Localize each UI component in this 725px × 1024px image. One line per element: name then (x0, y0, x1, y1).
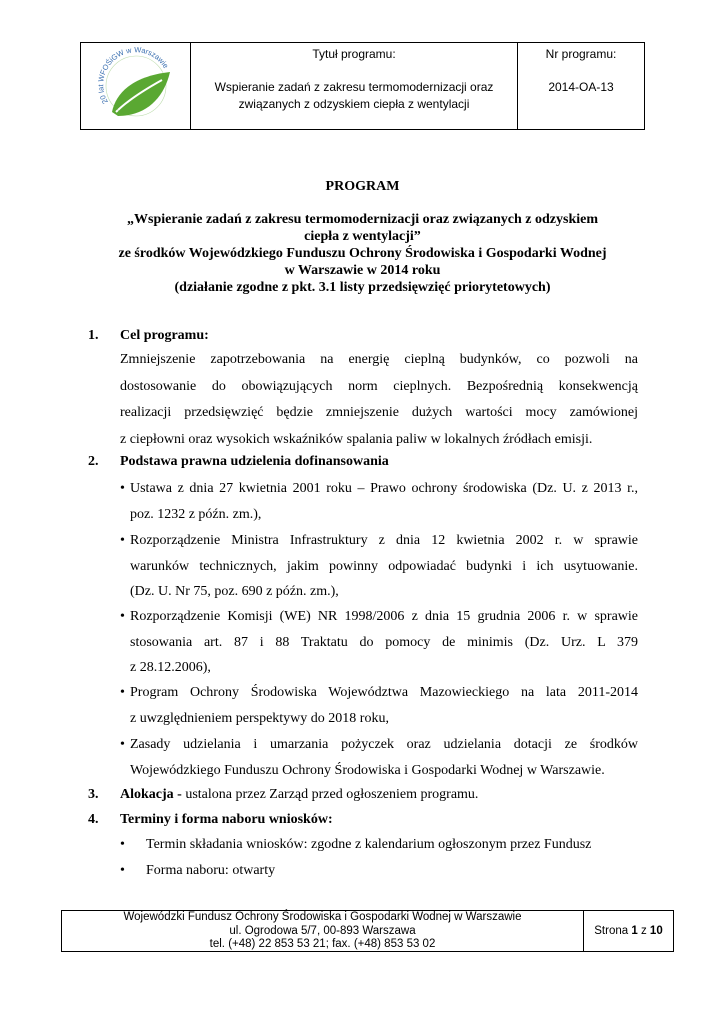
section-1-line4: z ciepłowni oraz wysokich wskaźników spalania paliw w lokalnych źródłach emisji. (120, 431, 593, 447)
intake-item-1-text: Termin składania wniosków: zgodne z kalendarium ogłoszonym przez Fundusz (146, 837, 592, 852)
page-current: 1 (631, 925, 638, 937)
section-3-text: ustalona przez Zarząd przed ogłoszeniem programu. (181, 787, 479, 802)
document-heading: PROGRAM (325, 179, 400, 194)
legal-basis-item-3 (120, 604, 638, 681)
legal-basis-item-1 (120, 476, 638, 527)
section-1-number: 1. (88, 328, 99, 343)
page-total: 10 (649, 925, 663, 937)
intake-item-2-text: Forma naboru: otwarty (146, 863, 276, 878)
section-1-line2: dostosowanie do obowiązujących norm cieplnych. Bezpośrednią konsekwencją (120, 378, 638, 394)
section-3-heading: Alokacja - (120, 787, 182, 802)
legal-basis-item-4 (120, 680, 638, 731)
bullet-icon: • (120, 609, 125, 624)
program-number-value: 2014-OA-13 (548, 80, 614, 94)
program-title-line1: Wspieranie zadań z zakresu termomodernizacji oraz (214, 80, 494, 94)
section-4-number: 4. (88, 812, 99, 827)
bullet-icon: • (120, 533, 125, 548)
section-3-line (120, 787, 478, 803)
legal-basis-item-3-line1: Rozporządzenie Komisji (WE) NR 1998/2006 z dnia 15 grudnia 2006 r. w sprawie (130, 609, 638, 624)
bullet-icon: • (120, 737, 125, 752)
legal-basis-item-2-line1: Rozporządzenie Ministra Infrastruktury z dnia 12 kwietnia 2002 r. w sprawie (130, 533, 638, 548)
logo-cell (81, 43, 191, 129)
legal-basis-item-4-line2: z uwzględnieniem perspektywy do 2018 roku, (130, 710, 389, 726)
footer-address (62, 911, 584, 951)
footer-line2: ul. Ogrodowa 5/7, 00-893 Warszawa (229, 924, 416, 937)
program-title-cell (191, 43, 518, 129)
legal-basis-item-5-line1: Zasady udzielania i umarzania pożyczek oraz udzielania dotacji ze środków (130, 737, 638, 752)
program-number-label: Nr programu: (545, 47, 617, 61)
section-3-number: 3. (88, 787, 99, 802)
subtitle-line2: ciepła z wentylacji” (304, 229, 421, 244)
legal-basis-item-2 (120, 528, 638, 605)
legal-basis-item-5-line2: Wojewódzkiego Funduszu Ochrony Środowiska i Gospodarki Wodnej w Warszawie. (130, 762, 605, 778)
legal-basis-item-1-line1: Ustawa z dnia 27 kwietnia 2001 roku – Prawo ochrony środowiska (Dz. U. z 2013 r., (130, 481, 638, 496)
legal-basis-item-1-line2: poz. 1232 z późn. zm.), (130, 506, 262, 522)
program-number-cell (518, 43, 644, 129)
bullet-icon: • (120, 481, 125, 496)
program-title-line2: związanych z odzyskiem ciepła z wentylacji (238, 97, 470, 111)
logo-text: 20 lat WFOŚiGW w Warszawie (95, 46, 170, 106)
page-indicator (584, 911, 673, 951)
header-table (80, 42, 645, 130)
legal-basis-item-4-line1: Program Ochrony Środowiska Województwa Mazowieckiego na lata 2011-2014 (130, 685, 638, 700)
subtitle-line5: (działanie zgodne z pkt. 3.1 listy przedsięwzięć priorytetowych) (174, 280, 551, 295)
footer-line3: tel. (+48) 22 853 53 21; fax. (+48) 853 53 02 (209, 938, 436, 950)
section-1-line1: Zmniejszenie zapotrzebowania na energię cieplną budynków, co pozwoli na (120, 352, 638, 367)
section-1-heading: Cel programu: (120, 328, 209, 343)
section-1-text (120, 347, 638, 453)
legal-basis-item-2-line3: (Dz. U. Nr 75, poz. 690 z późn. zm.), (130, 584, 339, 599)
footer-table (61, 910, 674, 952)
legal-basis-item-3-line3: z 28.12.2006), (130, 660, 211, 675)
section-2-number: 2. (88, 454, 99, 469)
legal-basis-item-5 (120, 732, 638, 783)
page-prefix: Strona (594, 925, 629, 937)
intake-item-1 (120, 832, 638, 858)
legal-basis-item-2-line2: warunków technicznych, jakim powinny odpowiadać budynki i ich usytuowanie. (130, 558, 638, 574)
wfosigw-logo-icon (94, 46, 178, 126)
legal-basis-item-3-line2: stosowania art. 87 i 88 Traktatu do pomocy de minimis (Dz. Urz. L 379 (130, 634, 638, 650)
section-2-heading: Podstawa prawna udzielenia dofinansowania (120, 454, 389, 469)
section-4-heading: Terminy i forma naboru wniosków: (120, 812, 333, 827)
bullet-icon: • (120, 863, 125, 878)
intake-item-2 (120, 858, 638, 884)
page-sep: z (640, 925, 647, 937)
section-1-line3: realizacji przedsięwzięć będzie zmniejszenie dużych wartości mocy zamówionej (120, 405, 638, 420)
bullet-icon: • (120, 837, 125, 852)
subtitle-line3: ze środków Wojewódzkiego Funduszu Ochrony Środowiska i Gospodarki Wodnej (118, 246, 607, 261)
subtitle-line4: w Warszawie w 2014 roku (284, 263, 441, 278)
footer-line1: Wojewódzki Fundusz Ochrony Środowiska i Gospodarki Wodnej w Warszawie (123, 911, 522, 923)
subtitle-line1: „Wspieranie zadań z zakresu termomodernizacji oraz związanych z odzyskiem (127, 212, 598, 227)
document-subtitle (80, 211, 645, 296)
bullet-icon: • (120, 685, 125, 700)
program-title-label: Tytuł programu: (312, 47, 396, 61)
